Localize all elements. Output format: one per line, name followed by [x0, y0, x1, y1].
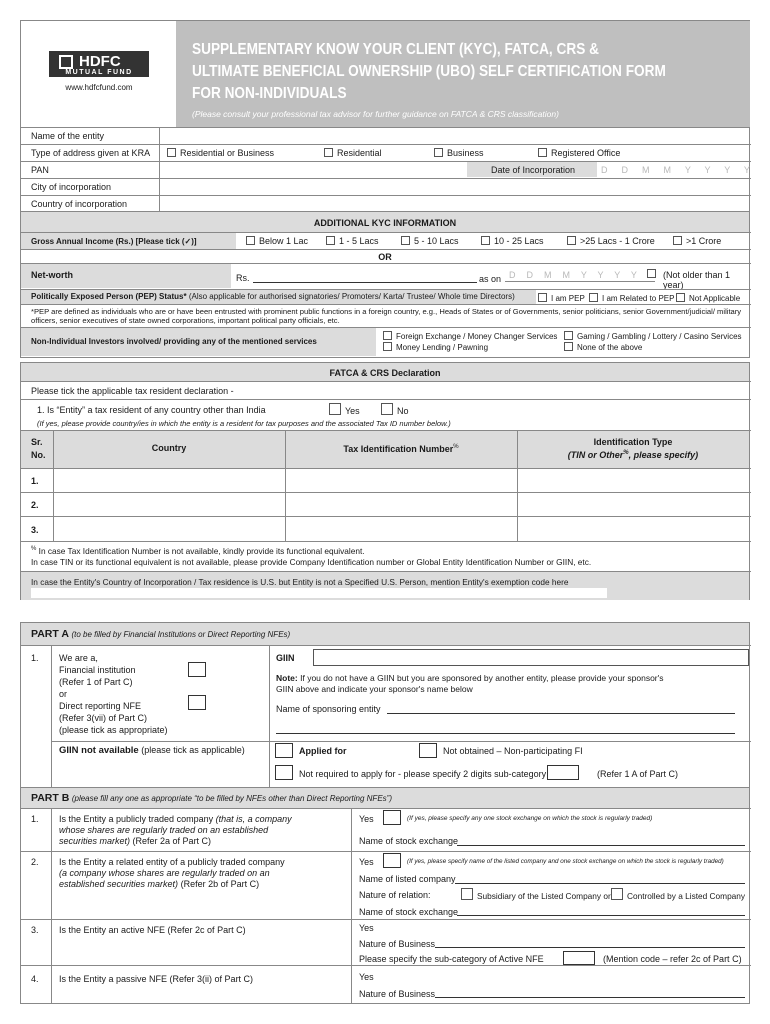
- sponsor-field-2[interactable]: [276, 733, 735, 734]
- income-option-1[interactable]: Below 1 Lac: [246, 236, 308, 246]
- pb-q2-controlled[interactable]: Controlled by a Listed Company: [611, 888, 745, 901]
- giin-label: GIIN: [276, 653, 295, 663]
- as-on-label: as on: [479, 274, 502, 284]
- networth-field[interactable]: [253, 282, 477, 283]
- hdfc-logo: [49, 51, 149, 77]
- service-none[interactable]: None of the above: [564, 342, 642, 352]
- pb-q3-nature-field[interactable]: [435, 947, 745, 948]
- pb-q3: Is the Entity an active NFE (Refer 2c of Part C): [59, 925, 246, 935]
- not-older-label: (Not older than 1 year): [663, 270, 731, 290]
- tin-idtype-1[interactable]: [519, 470, 747, 490]
- pb-q3-subcat-label: Please specify the sub-category of Active NFE: [359, 954, 544, 964]
- fatca-no[interactable]: No: [381, 403, 409, 416]
- checkbox-icon: [167, 148, 176, 157]
- pb-sr-4: 4.: [31, 974, 39, 984]
- sponsor-label: Name of sponsoring entity: [276, 704, 381, 714]
- col-tin-wrap: [285, 444, 517, 454]
- pb-q3-subcat-field[interactable]: [563, 951, 595, 965]
- header: [20, 20, 750, 128]
- address-option-residential[interactable]: Residential: [324, 148, 382, 158]
- city-label: City of incorporation: [31, 182, 112, 192]
- footnote-2: In case TIN or its functional equivalent is not available, please provide Company Identification number or Global Entity Identification Number or GIIN, etc.: [31, 557, 592, 567]
- fatca-yes[interactable]: Yes: [329, 403, 360, 416]
- fatca-section: [20, 362, 750, 600]
- form-title-l1: SUPPLEMENTARY KNOW YOUR CLIENT (KYC), FATCA, CRS &: [192, 41, 599, 58]
- checkbox-icon: [538, 293, 547, 302]
- col-no: No.: [31, 450, 46, 460]
- city-field[interactable]: [161, 179, 749, 194]
- pb-q1-yes-checkbox[interactable]: [383, 810, 401, 825]
- income-label: Gross Annual Income (Rs.) [Please tick (✓)]: [31, 237, 197, 246]
- checkbox-icon: [246, 236, 255, 245]
- not-obtained-label: Not obtained – Non-participating FI: [443, 746, 583, 756]
- col-tin: Tax Identification Number: [343, 444, 454, 454]
- giin-note-l1: Note: If you do not have a GIIN but you are sponsored by another entity, please provide your sponsor's: [276, 673, 664, 683]
- pb-q2-yes-checkbox[interactable]: [383, 853, 401, 868]
- checkbox-icon: [383, 331, 392, 340]
- pb-q1-l1: Is the Entity a publicly traded company (that is, a company: [59, 814, 292, 824]
- checkbox-icon: [564, 342, 573, 351]
- income-option-4[interactable]: 10 - 25 Lacs: [481, 236, 544, 246]
- not-required-checkbox[interactable]: [275, 765, 293, 780]
- part-a-sr: 1.: [31, 653, 39, 663]
- doi-label: Date of Incorporation: [491, 165, 576, 175]
- logo-mark-icon: [59, 55, 73, 69]
- tin-number-1[interactable]: [287, 470, 515, 490]
- part-b-section: [20, 788, 750, 1004]
- pb-q2-relation-label: Nature of relation:: [359, 890, 431, 900]
- pep-option-pep[interactable]: I am PEP: [538, 293, 585, 303]
- address-option-registered[interactable]: Registered Office: [538, 148, 620, 158]
- pb-q4: Is the Entity a passive NFE (Refer 3(ii) of Part C): [59, 974, 254, 984]
- checkbox-icon: [381, 403, 393, 415]
- entity-section: [20, 128, 753, 212]
- service-gaming[interactable]: Gaming / Gambling / Lottery / Casino Services: [564, 331, 742, 341]
- form-title-l2: ULTIMATE BENEFICIAL OWNERSHIP (UBO) SELF CERTIFICATION FORM: [192, 63, 666, 80]
- pb-q3-mention: (Mention code – refer 2c of Part C): [603, 954, 742, 964]
- networth-label: Net-worth: [31, 270, 73, 280]
- part-a-section: [20, 622, 750, 788]
- checkbox-icon: [673, 236, 682, 245]
- address-type-label: Type of address given at KRA: [31, 148, 151, 158]
- income-option-3[interactable]: 5 - 10 Lacs: [401, 236, 459, 246]
- logo-area: [21, 21, 176, 127]
- exemption-label: In case the Entity's Country of Incorporation / Tax residence is U.S. but Entity is not a Specified U.S. Person, mention Entity's exemption code here: [31, 577, 569, 587]
- tick-label: Please tick the applicable tax resident declaration -: [31, 386, 234, 396]
- fatca-q1: 1. Is “Entity” a tax resident of any country other than India: [37, 405, 266, 415]
- pb-q2-yes: Yes: [359, 857, 374, 867]
- col-idtype: Identification Type: [593, 437, 673, 447]
- pb-sr-3: 3.: [31, 925, 39, 935]
- pb-q2-l2: (a company whose shares are regularly traded on an: [59, 868, 270, 878]
- pb-q1-l2: whose shares are regularly traded on an established: [59, 825, 269, 835]
- checkbox-icon: [564, 331, 573, 340]
- pep-option-na[interactable]: Not Applicable: [676, 293, 740, 303]
- pb-q4-nature-field[interactable]: [435, 997, 745, 998]
- pb-q2-l3: established securities market) (Refer 2b of Part C): [59, 879, 260, 889]
- service-lending[interactable]: Money Lending / Pawning: [383, 342, 488, 352]
- part-b-heading: PART B (please fill any one as appropriate “to be filled by NFEs other than Direct Reporting NFEs”): [31, 792, 392, 804]
- title-block: [176, 21, 750, 127]
- fatca-q1-note: (If yes, please provide country/ies in which the entity is a resident for tax purposes and the associated Tax ID number below.): [37, 419, 451, 428]
- checkbox-icon: [324, 148, 333, 157]
- rs-label: Rs.: [236, 273, 250, 283]
- pb-q2-exchange-label: Name of stock exchange: [359, 907, 459, 917]
- entity-name-label: Name of the entity: [31, 131, 105, 141]
- checkbox-icon: [401, 236, 410, 245]
- nfe-l1: Direct reporting NFE: [59, 701, 142, 711]
- entity-name-field[interactable]: [161, 129, 749, 143]
- country-field[interactable]: [161, 196, 749, 211]
- pb-q2-listed-field[interactable]: [455, 883, 745, 884]
- exemption-code-field[interactable]: [31, 588, 607, 598]
- income-option-2[interactable]: 1 - 5 Lacs: [326, 236, 379, 246]
- checkbox-icon: [611, 888, 623, 900]
- we-are: We are a,: [59, 653, 98, 663]
- pb-q4-yes: Yes: [359, 972, 374, 982]
- checkbox-icon: [461, 888, 473, 900]
- kyc-section: [20, 212, 750, 358]
- address-option-business[interactable]: Business: [434, 148, 484, 158]
- nfe-l2: (Refer 3(vii) of Part C): [59, 713, 148, 723]
- website: www.hdfcfund.com: [65, 83, 133, 92]
- pb-q4-nature-label: Nature of Business: [359, 989, 436, 999]
- income-option-5[interactable]: >25 Lacs - 1 Crore: [567, 236, 655, 246]
- kyc-heading: ADDITIONAL KYC INFORMATION: [313, 218, 457, 228]
- pb-q3-yes: Yes: [359, 923, 374, 933]
- fi-l1: Financial institution: [59, 665, 136, 675]
- pep-definition-l1: *PEP are defined as individuals who are or have been entrusted with prominent public functions in a foreign country, e.g., Heads of States or of Governments, senior politicians, senior Government/judicial/ military: [31, 307, 742, 316]
- pb-sr-2: 2.: [31, 857, 39, 867]
- service-forex[interactable]: Foreign Exchange / Money Changer Services: [383, 331, 557, 341]
- fatca-heading: FATCA & CRS Declaration: [329, 368, 441, 378]
- or-label: OR: [378, 252, 392, 262]
- networth-date: D D M M Y Y Y Y: [509, 270, 639, 280]
- pb-q1-yes: Yes: [359, 814, 374, 824]
- col-country: Country: [151, 443, 187, 453]
- pb-q1-exchange-label: Name of stock exchange: [359, 836, 459, 846]
- pan-label: PAN: [31, 165, 49, 175]
- tin-row-2: 2.: [31, 500, 39, 510]
- pep-label: Politically Exposed Person (PEP) Status*: [31, 292, 187, 301]
- applied-label: Applied for: [299, 746, 347, 756]
- logo-subtext: MUTUAL FUND: [65, 69, 133, 76]
- doi-field[interactable]: D D M M Y Y Y Y: [601, 165, 753, 175]
- pb-q2-listed-label: Name of listed company: [359, 874, 456, 884]
- fi-checkbox[interactable]: [188, 662, 206, 677]
- tin-row-3: 3.: [31, 525, 39, 535]
- checkbox-icon: [383, 342, 392, 351]
- checkbox-icon: [481, 236, 490, 245]
- nfe-l3: (please tick as appropriate): [59, 725, 168, 735]
- part-a-heading: PART A (to be filled by Financial Institutions or Direct Reporting NFEs): [31, 628, 291, 640]
- subcategory-field[interactable]: [547, 765, 579, 780]
- giin-na-row: GIIN not available (please tick as applicable): [59, 745, 245, 756]
- pb-q1-l3: securities market) (Refer 2a of Part C): [59, 836, 212, 846]
- pep-definition-l2: officers, senior executives of state owned corporations, important political party officials, etc.: [31, 316, 340, 325]
- country-label: Country of incorporation: [31, 199, 128, 209]
- sponsor-field[interactable]: [387, 713, 735, 714]
- giin-field[interactable]: [313, 649, 749, 666]
- networth-date-box-icon: [647, 269, 660, 279]
- pb-q1-yes-note: (If yes, please specify any one stock exchange on which the stock is regularly traded): [407, 815, 653, 822]
- pb-q2-l1: Is the Entity a related entity of a publicly traded company: [59, 857, 285, 867]
- not-obtained-checkbox[interactable]: [419, 743, 437, 758]
- applied-checkbox[interactable]: [275, 743, 293, 758]
- col-idtype2-wrap: (TIN or Other%, please specify): [567, 450, 699, 460]
- pan-field[interactable]: [161, 162, 465, 177]
- pb-q3-nature-label: Nature of Business: [359, 939, 436, 949]
- form-title-l3: FOR NON-INDIVIDUALS: [192, 85, 347, 102]
- pb-q2-yes-note: (If yes, please specify name of the listed company and one stock exchange on which the stock is regularly traded): [407, 858, 724, 865]
- form-subtitle: (Please consult your professional tax advisor for further guidance on FATCA & CRS classification): [192, 109, 559, 119]
- services-label: Non-Individual Investors involved/ providing any of the mentioned services: [31, 337, 317, 346]
- col-sr: Sr.: [31, 437, 43, 447]
- logo-text: HDFC: [79, 53, 121, 70]
- income-option-6[interactable]: >1 Crore: [673, 236, 721, 246]
- checkbox-icon: [434, 148, 443, 157]
- pep-option-related[interactable]: I am Related to PEP: [589, 293, 674, 303]
- col-tin-sup: %: [453, 444, 459, 450]
- checkbox-icon: [589, 293, 598, 302]
- checkbox-icon: [676, 293, 685, 302]
- nfe-checkbox[interactable]: [188, 695, 206, 710]
- pb-sr-1: 1.: [31, 814, 39, 824]
- not-required-label: Not required to apply for - please specify 2 digits sub-category: [299, 769, 547, 779]
- checkbox-icon: [326, 236, 335, 245]
- checkbox-icon: [567, 236, 576, 245]
- pb-q1-exchange-field[interactable]: [457, 845, 745, 846]
- pep-note: (Also applicable for authorised signatories/ Promoters/ Karta/ Trustee/ Whole time Directors): [188, 292, 515, 301]
- pb-q2-exchange-field[interactable]: [457, 915, 745, 916]
- pb-q2-subsidiary[interactable]: Subsidiary of the Listed Company or: [461, 888, 611, 901]
- tin-row-1: 1.: [31, 476, 39, 486]
- pep-label-row: [31, 292, 515, 301]
- tin-country-1[interactable]: [55, 470, 283, 490]
- footnote-1: % In case Tax Identification Number is not available, kindly provide its functional equivalent.: [31, 546, 365, 556]
- giin-note-l2: GIIN above and indicate your sponsor's name below: [276, 684, 473, 694]
- refer-1a: (Refer 1 A of Part C): [597, 769, 679, 779]
- address-option-res-business[interactable]: Residential or Business: [167, 148, 274, 158]
- or-a: or: [59, 689, 68, 699]
- checkbox-icon: [329, 403, 341, 415]
- fi-l2: (Refer 1 of Part C): [59, 677, 133, 687]
- checkbox-icon: [538, 148, 547, 157]
